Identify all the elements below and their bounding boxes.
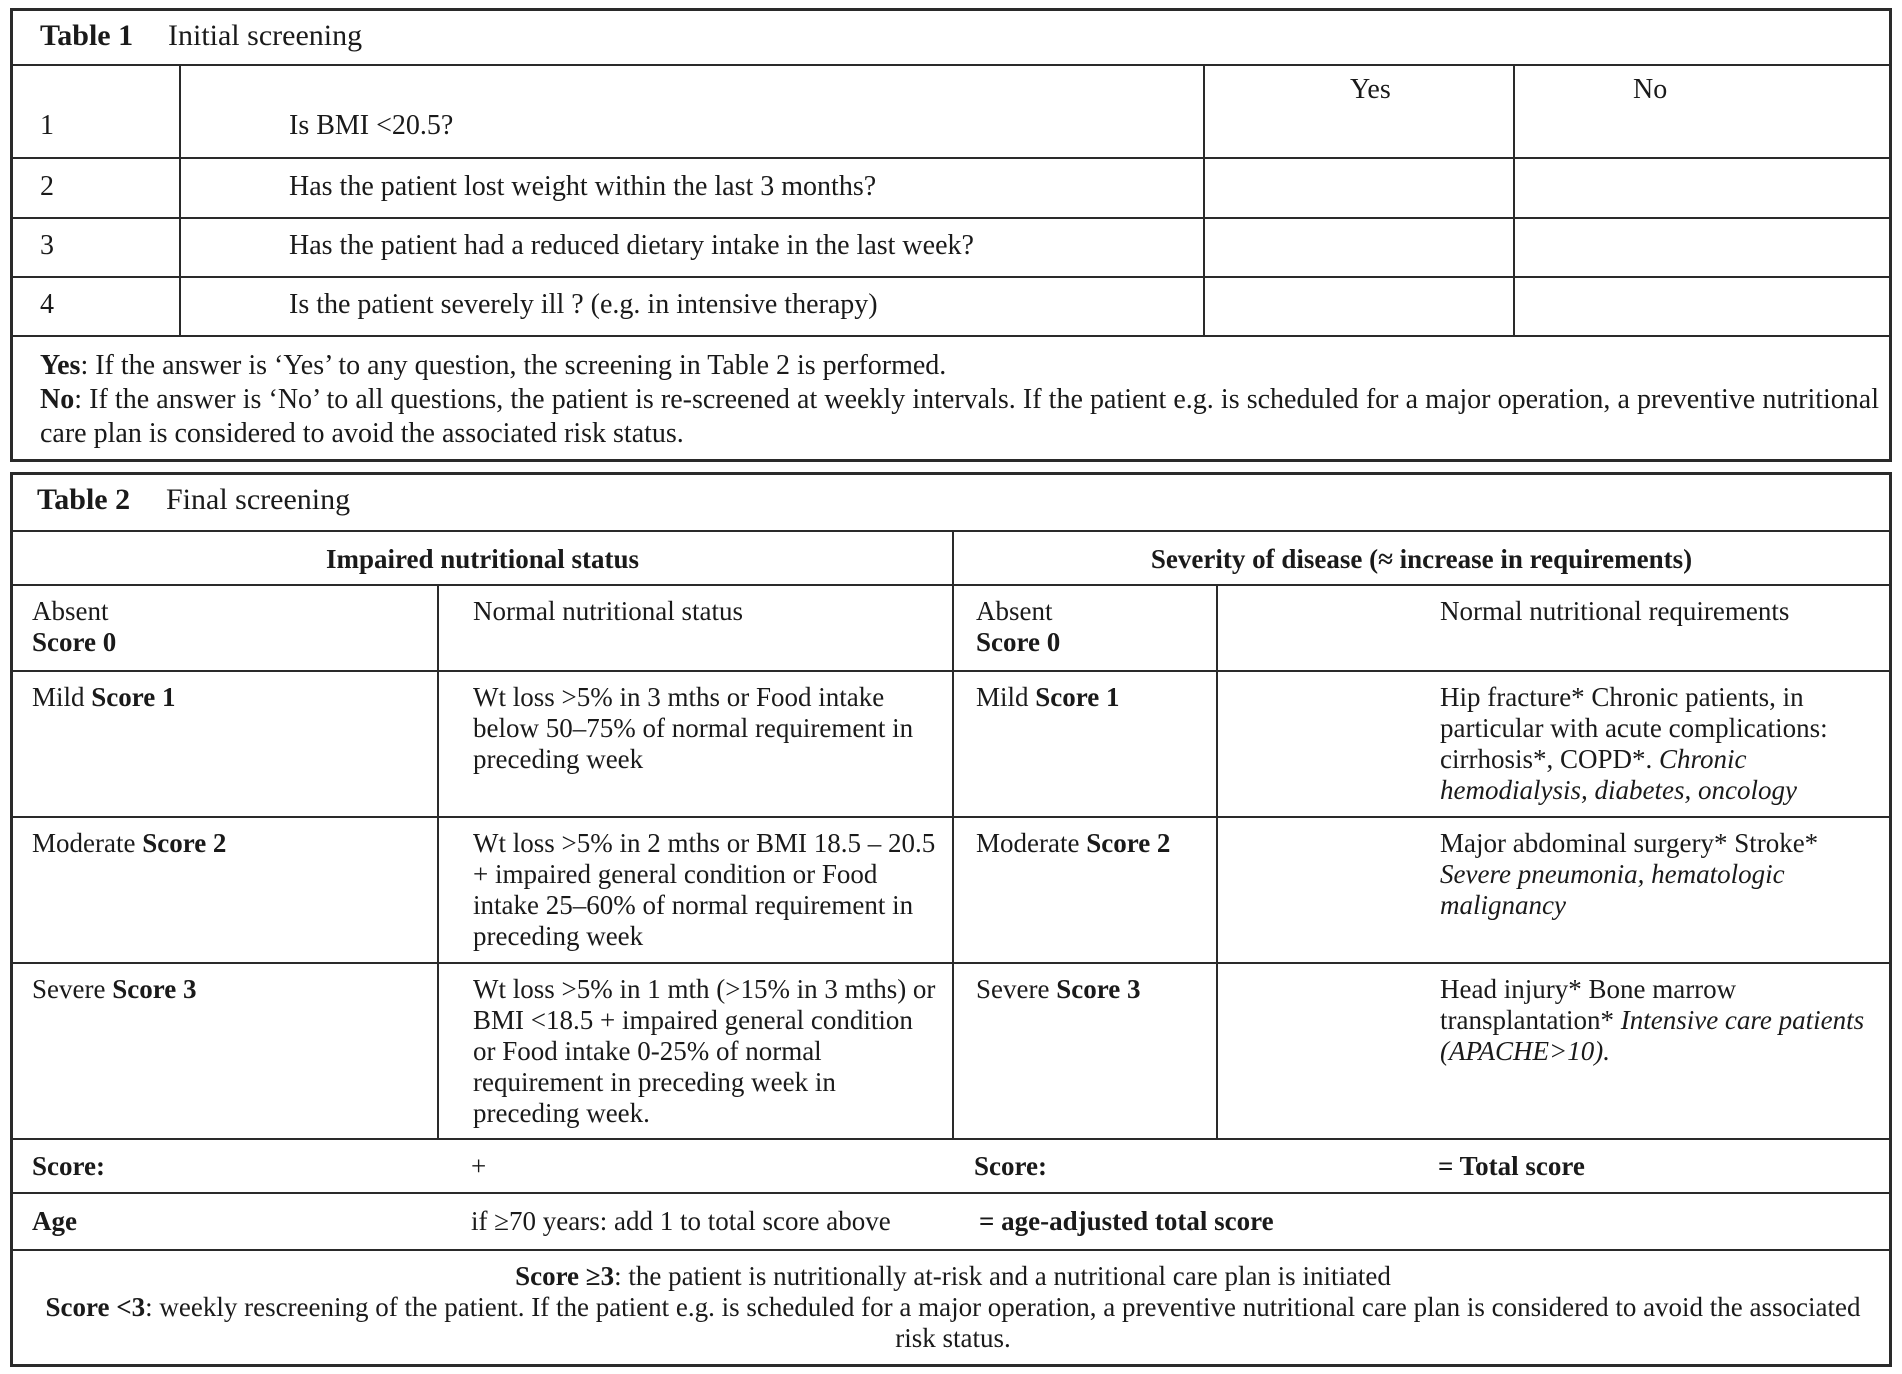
question-cell (179, 219, 1203, 276)
yes-cell[interactable] (1203, 159, 1513, 217)
question-cell (179, 66, 1203, 157)
question-text: Is BMI <20.5? (289, 110, 454, 141)
table2-footer (13, 1249, 1889, 1364)
age-rule: if ≥70 years: add 1 to total score above (471, 1206, 891, 1236)
left-level: Mild Score 1 (32, 682, 176, 712)
yes-cell[interactable] (1203, 278, 1513, 335)
table1-note (13, 335, 1889, 459)
right-desc-cell (1216, 818, 1889, 962)
right-level-cell (952, 672, 1216, 816)
left-level: Absent Score 0 (32, 596, 117, 657)
footer-score-rescreen: Score <3: weekly rescreening of the patient. If the patient e.g. is scheduled for a major operation, a preventive nutritional care plan is considered to avoid the associated risk status. (45, 1292, 1861, 1353)
table2-label: Table 2 (37, 483, 131, 516)
table-initial-screening (10, 8, 1892, 462)
table1-title-row (13, 11, 1889, 64)
left-desc-cell (437, 964, 952, 1138)
question-cell (179, 159, 1203, 217)
table1-title: Initial screening (168, 19, 363, 52)
header-left-cell (13, 532, 952, 584)
right-level-cell (952, 964, 1216, 1138)
no-column-header: No (1633, 74, 1668, 105)
yes-cell[interactable] (1203, 66, 1513, 157)
no-cell[interactable] (1513, 219, 1889, 276)
footer-score-at-risk: Score ≥3: the patient is nutritionally at-risk and a nutritional care plan is initiated (515, 1261, 1391, 1291)
right-desc: Hip fracture* Chronic patients, in particular with acute complications: cirrhosis*, COPD*. Chronic hemodialysis, diabetes, oncology (1440, 682, 1828, 805)
table2-title: Final screening (166, 483, 351, 516)
right-desc-cell (1216, 964, 1889, 1138)
score-plus: + (471, 1151, 487, 1181)
left-desc-cell (437, 672, 952, 816)
yes-column-header: Yes (1350, 74, 1391, 105)
left-level: Moderate Score 2 (32, 828, 227, 858)
table2-title-row (13, 475, 1889, 530)
left-level: Severe Score 3 (32, 974, 197, 1004)
header-right-cell (952, 532, 1889, 584)
no-cell[interactable] (1513, 159, 1889, 217)
table2-score-row (13, 670, 1889, 816)
row-number: 3 (40, 230, 54, 261)
right-level: Mild Score 1 (976, 682, 1120, 712)
left-desc: Wt loss >5% in 2 mths or BMI 18.5 – 20.5 + impaired general condition or Food intake 25–60% of normal requirement in preceding week (473, 828, 936, 951)
table1-label: Table 1 (40, 19, 134, 52)
age-label: Age (32, 1206, 77, 1236)
question-text: Has the patient lost weight within the last 3 months? (289, 171, 877, 202)
header-impaired-nutritional-status: Impaired nutritional status (325, 544, 640, 574)
left-desc-cell (437, 818, 952, 962)
right-desc-cell (1216, 672, 1889, 816)
question-text: Is the patient severely ill ? (e.g. in intensive therapy) (289, 289, 878, 320)
question-cell (179, 278, 1203, 335)
table2-score-row (13, 816, 1889, 962)
age-adjusted-total: = age-adjusted total score (979, 1206, 1274, 1236)
table2-age-row (13, 1192, 1889, 1249)
note-yes: Yes: If the answer is ‘Yes’ to any question, the screening in Table 2 is performed. (40, 350, 947, 381)
right-level-cell (952, 586, 1216, 670)
left-desc-cell (437, 586, 952, 670)
right-desc: Major abdominal surgery* Stroke* Severe pneumonia, hematologic malignancy (1440, 828, 1819, 920)
no-cell[interactable] (1513, 66, 1889, 157)
table2-score-sum-row (13, 1138, 1889, 1192)
right-level: Severe Score 3 (976, 974, 1141, 1004)
table1-row (13, 157, 1889, 217)
score-label-left: Score: (32, 1151, 105, 1181)
right-desc: Head injury* Bone marrow transplantation* Intensive care patients (APACHE>10). (1440, 974, 1865, 1066)
table2-header-row (13, 530, 1889, 584)
left-desc: Normal nutritional status (473, 596, 743, 626)
table2-score-row (13, 584, 1889, 670)
table-final-screening (10, 472, 1892, 1367)
left-desc: Wt loss >5% in 3 mths or Food intake below 50–75% of normal requirement in preceding week (473, 682, 914, 774)
yes-cell[interactable] (1203, 219, 1513, 276)
table1-row (13, 64, 1889, 157)
table1-row (13, 276, 1889, 335)
right-level-cell (952, 818, 1216, 962)
table1-row (13, 217, 1889, 276)
row-number: 1 (40, 110, 54, 141)
left-desc: Wt loss >5% in 1 mth (>15% in 3 mths) or BMI <18.5 + impaired general condition or Food intake 0-25% of normal requirement in preceding week in preceding week. (473, 974, 936, 1128)
row-number: 4 (40, 289, 54, 320)
note-no: No: If the answer is ‘No’ to all questions, the patient is re-screened at weekly intervals. If the patient e.g. is scheduled for a major operation, a preventive nutritional care plan is considered to avoid the associated risk status. (40, 384, 1879, 449)
question-text: Has the patient had a reduced dietary intake in the last week? (289, 230, 974, 261)
right-desc-cell (1216, 586, 1889, 670)
header-severity-of-disease: Severity of disease (≈ increase in requirements) (1150, 544, 1693, 574)
row-number: 2 (40, 171, 54, 202)
right-level: Absent Score 0 (976, 596, 1061, 657)
total-score: = Total score (1438, 1151, 1585, 1181)
table2-score-row (13, 962, 1889, 1138)
no-cell[interactable] (1513, 278, 1889, 335)
score-label-right: Score: (974, 1151, 1047, 1181)
right-level: Moderate Score 2 (976, 828, 1171, 858)
right-desc: Normal nutritional requirements (1440, 596, 1790, 626)
